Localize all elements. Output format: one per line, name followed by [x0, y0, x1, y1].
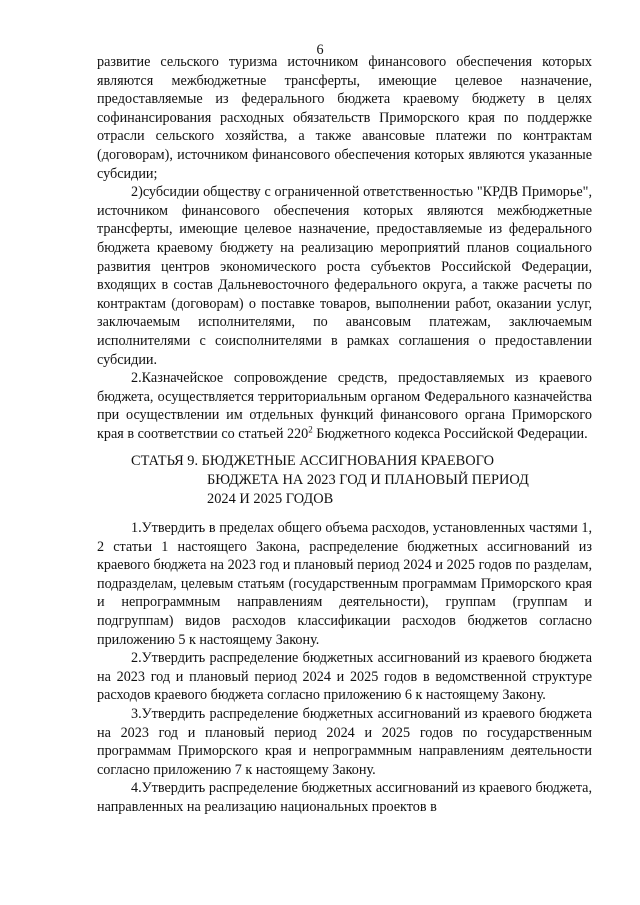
paragraph-subsidy-krdv: 2)субсидии обществу с ограниченной ответственностью "КРДВ Приморье", источником финансового обеспечения которых являются межбюджетные трансферты, имеющие целевое назначение, предоставляемые из федерального бюджета краевому бюджету на реализацию мероприятий планов социального развития центров экономического роста субъектов Российской Федерации, входящих в состав Дальневосточного федерального округа, а также расчеты по контрактам (договорам) о поставке товаров, выполнении работ, оказании услуг, заключаемым исполнителями, по авансовым платежам, заключаемым исполнителями с соисполнителями в рамках соглашения о предоставлении субсидии.	[97, 184, 592, 368]
treasury-text-end: Бюджетного кодекса Российской Федерации.	[312, 425, 588, 442]
article-paragraph-3: 3.Утвердить распределение бюджетных ассигнований из краевого бюджета на 2023 год и плановый период 2024 и 2025 годов по государственным программам Приморского края и непрограммным направлениям деятельности согласно приложению 7 к настоящему Закону.	[97, 705, 592, 778]
article-body	[97, 519, 592, 817]
paragraph-continuation: развитие сельского туризма источником финансового обеспечения которых являются межбюджетные трансферты, имеющие целевое назначение, предоставляемые из федерального бюджета краевому бюджету в целях софинансирования расходных обязательств Приморского края по поддержке отрасли сельского хозяйства, а также авансовые платежи по контрактам (договорам), источником финансового обеспечения которых являются указанные субсидии;	[97, 54, 592, 182]
article-number-superscript: 2	[308, 424, 313, 435]
article-heading-line-1: СТАТЬЯ 9. БЮДЖЕТНЫЕ АССИГНОВАНИЯ КРАЕВОГО	[131, 453, 494, 469]
article-heading	[131, 452, 571, 509]
article-heading-line-3: 2024 И 2025 ГОДОВ	[207, 491, 334, 507]
article-paragraph-4: 4.Утвердить распределение бюджетных ассигнований из краевого бюджета, направленных на реализацию национальных проектов в	[97, 780, 592, 815]
page-number: 6	[316, 42, 324, 58]
article-paragraph-1: 1.Утвердить в пределах общего объема расходов, установленных частями 1, 2 статьи 1 настоящего Закона, распределение бюджетных ассигнований из краевого бюджета на 2023 год и плановый период 2024 и 2025 годов по разделам, подразделам, целевым статьям (государственным программам Приморского края и непрограммным направлениям деятельности), группам (группам и подгруппам) видов расходов классификации расходов бюджетов согласно приложению 5 к настоящему Закону.	[97, 520, 592, 648]
paragraph-treasury-support	[97, 369, 592, 443]
continued-text-block	[97, 53, 592, 443]
article-heading-line-2: БЮДЖЕТА НА 2023 ГОД И ПЛАНОВЫЙ ПЕРИОД	[207, 472, 529, 488]
treasury-text-main: 2.Казначейское сопровождение средств, предоставляемых из краевого бюджета, осуществляется территориальным органом Федерального казначейства при осуществлении им отдельных функций финансового органа Приморского края в соответствии со статьей 220	[97, 370, 592, 442]
article-paragraph-2: 2.Утвердить распределение бюджетных ассигнований из краевого бюджета на 2023 год и плановый период 2024 и 2025 годов в ведомственной структуре расходов краевого бюджета согласно приложению 6 к настоящему Закону.	[97, 650, 592, 704]
